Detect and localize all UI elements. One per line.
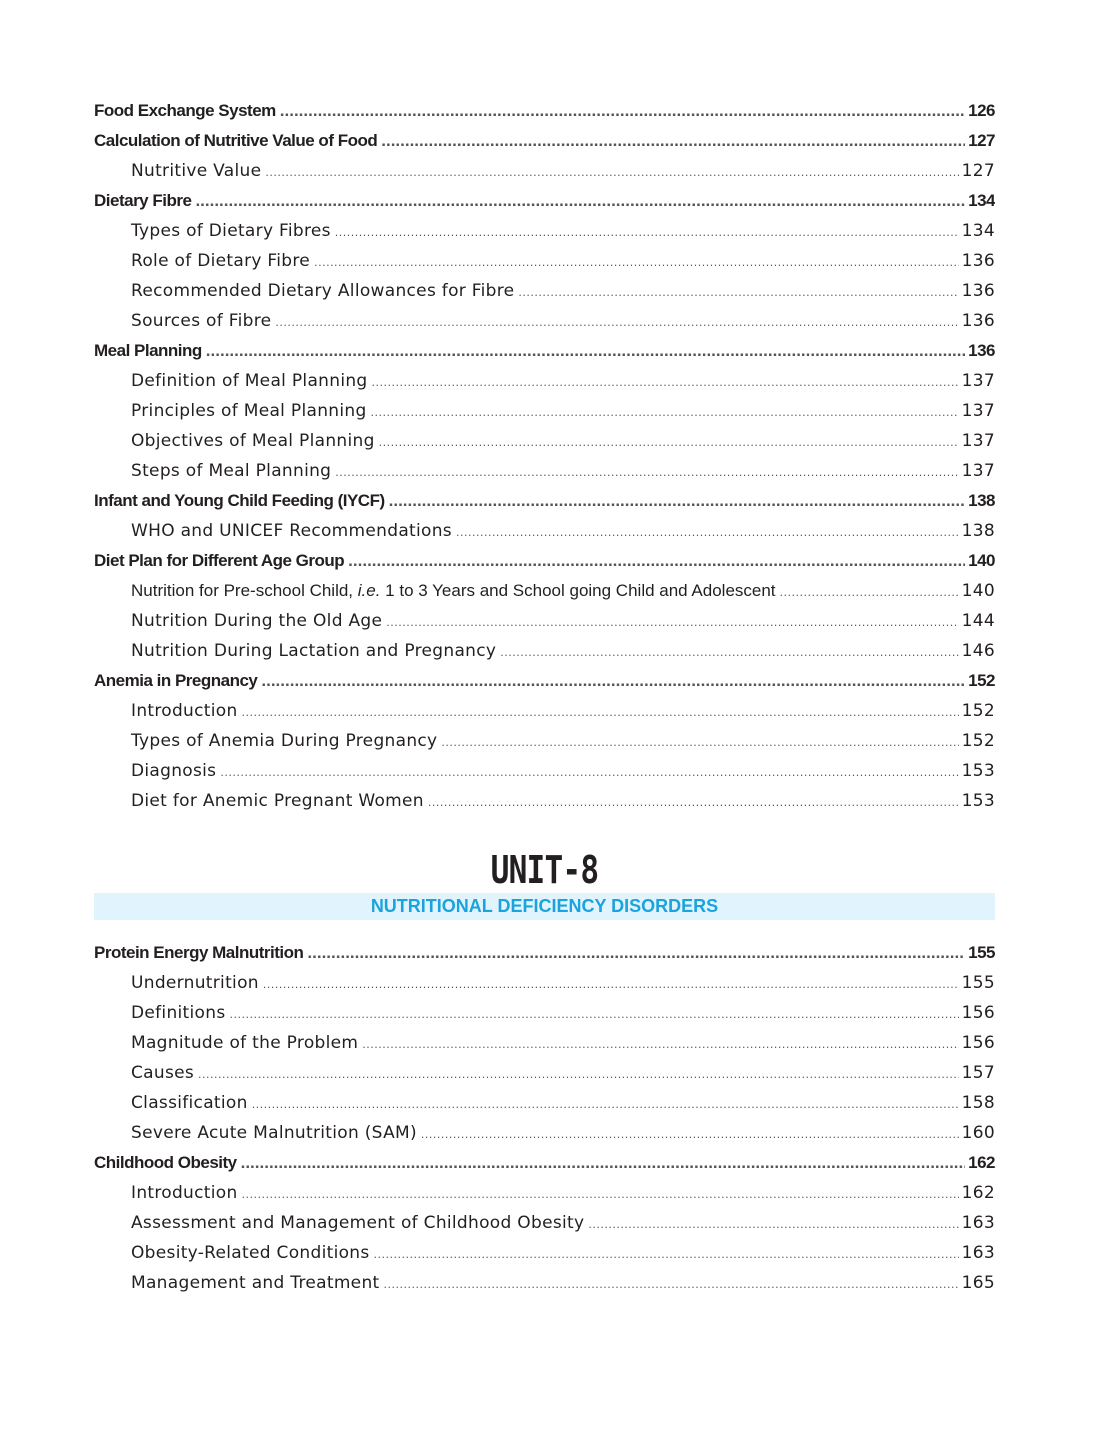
toc-entry-title: Childhood Obesity [94,1153,237,1172]
toc-entry-title: Steps of Meal Planning [131,461,332,481]
dot-leader [335,218,959,246]
toc-entry-title: Principles of Meal Planning [131,401,367,421]
toc-section-entry[interactable] [94,636,995,666]
dot-leader [379,428,959,456]
toc-chapter-entry[interactable] [94,666,995,696]
toc-section-entry[interactable] [94,726,995,756]
toc-entry-page-number: 127 [968,131,995,150]
toc-entry-title: Undernutrition [131,973,259,993]
toc-entry-title: Introduction [131,1183,238,1203]
dot-leader [421,1120,959,1148]
toc-entry-page-number: 153 [961,791,995,811]
toc-list-unit-8 [94,938,995,1298]
toc-entry-page-number: 138 [961,521,995,541]
toc-entry-page-number: 152 [961,731,995,751]
toc-entry-page-number: 162 [961,1183,995,1203]
dot-leader [229,1000,958,1028]
toc-entry-title: Types of Dietary Fibres [131,221,331,241]
dot-leader [383,1270,958,1298]
toc-entry-title: WHO and UNICEF Recommendations [131,521,452,541]
toc-entry-page-number: 137 [961,401,995,421]
toc-entry-title: Obesity-Related Conditions [131,1243,370,1263]
toc-entry-title: Types of Anemia During Pregnancy [131,731,438,751]
dot-leader [518,278,958,306]
toc-chapter-entry[interactable] [94,486,995,516]
toc-entry-title: Nutritive Value [131,161,262,181]
dot-leader [456,518,959,546]
toc-entry-page-number: 156 [961,1033,995,1053]
unit-subheading: NUTRITIONAL DEFICIENCY DISORDERS [370,896,719,916]
toc-entry-title: Recommended Dietary Allowances for Fibre [131,281,515,301]
toc-entry-page-number: 136 [961,281,995,301]
dot-leader [242,698,959,726]
dot-leader [441,728,958,756]
dot-leader [198,1060,959,1088]
toc-entry-title: Assessment and Management of Childhood Obesity [131,1213,585,1233]
toc-entry-title: Dietary Fibre [94,191,192,210]
toc-entry-page-number: 136 [961,311,995,331]
toc-entry-page-number: 134 [961,221,995,241]
toc-section-entry[interactable] [94,1238,995,1268]
toc-entry-page-number: 155 [961,973,995,993]
toc-section-entry[interactable] [94,606,995,636]
toc-entry-page-number: 134 [968,191,995,210]
unit-heading: UNIT-8 [490,848,599,892]
toc-entry-title: Infant and Young Child Feeding (IYCF) [94,491,385,510]
toc-section-entry[interactable] [94,396,995,426]
toc-entry-title: Sources of Fibre [131,311,272,331]
toc-entry-page-number: 126 [968,101,995,120]
toc-section-entry[interactable] [94,1028,995,1058]
toc-entry-page-number: 140 [968,551,995,570]
toc-chapter-entry[interactable] [94,126,995,156]
toc-entry-page-number: 152 [961,701,995,721]
toc-section-entry[interactable] [94,216,995,246]
toc-chapter-entry[interactable] [94,1148,995,1178]
toc-entry-page-number: 153 [961,761,995,781]
unit-subheading-band [94,893,995,920]
toc-entry-title: Nutrition for Pre-school Child, i.e. 1 to 3 Years and School going Child and Adolescent [131,581,776,600]
toc-entry-page-number: 137 [961,431,995,451]
toc-section-entry[interactable] [94,576,995,606]
toc-entry-title: Management and Treatment [131,1273,380,1293]
dot-leader [428,788,959,816]
toc-entry-title: Meal Planning [94,341,202,360]
toc-entry-page-number: 136 [968,341,995,360]
toc-section-entry[interactable] [94,786,995,816]
dot-leader [220,758,958,786]
toc-section-entry[interactable] [94,156,995,186]
toc-entry-title: Calculation of Nutritive Value of Food [94,131,378,150]
toc-entry-page-number: 163 [961,1243,995,1263]
toc-chapter-entry[interactable] [94,938,995,968]
toc-section-entry[interactable] [94,1118,995,1148]
toc-entry-page-number: 165 [961,1273,995,1293]
dot-leader [780,578,959,606]
toc-chapter-entry[interactable] [94,546,995,576]
toc-entry-page-number: 137 [961,371,995,391]
toc-section-entry[interactable] [94,1178,995,1208]
toc-section-entry[interactable] [94,306,995,336]
dot-leader [372,368,959,396]
dot-leader [241,1148,966,1178]
toc-entry-page-number: 162 [968,1153,995,1172]
dot-leader [381,126,965,156]
toc-entry-title: Definition of Meal Planning [131,371,368,391]
toc-section-entry[interactable] [94,246,995,276]
toc-entry-page-number: 158 [961,1093,995,1113]
toc-section-entry[interactable] [94,968,995,998]
toc-entry-title: Diet Plan for Different Age Group [94,551,345,570]
toc-entry-title: Introduction [131,701,238,721]
toc-entry-title: Role of Dietary Fibre [131,251,311,271]
toc-entry-page-number: 136 [961,251,995,271]
dot-leader [206,336,965,366]
toc-entry-title: Causes [131,1063,195,1083]
dot-leader [588,1210,958,1238]
toc-section-entry[interactable] [94,426,995,456]
toc-entry-page-number: 163 [961,1213,995,1233]
toc-section-entry[interactable] [94,1208,995,1238]
dot-leader [265,158,958,186]
toc-entry-title: Nutrition During Lactation and Pregnancy [131,641,497,661]
toc-entry-title: Protein Energy Malnutrition [94,943,304,962]
toc-entry-page-number: 156 [961,1003,995,1023]
toc-entry-page-number: 157 [961,1063,995,1083]
toc-section-entry[interactable] [94,998,995,1028]
dot-leader [362,1030,958,1058]
toc-section-entry[interactable] [94,1088,995,1118]
dot-leader [275,308,958,336]
toc-entry-title: Diagnosis [131,761,217,781]
dot-leader [386,608,958,636]
dot-leader [348,546,965,576]
toc-section-entry[interactable] [94,366,995,396]
toc-section-entry[interactable] [94,276,995,306]
toc-section-entry[interactable] [94,1058,995,1088]
dot-leader [242,1180,959,1208]
dot-leader [252,1090,959,1118]
toc-section-entry[interactable] [94,756,995,786]
toc-entry-page-number: 127 [961,161,995,181]
toc-entry-page-number: 155 [968,943,995,962]
dot-leader [280,96,965,126]
dot-leader [389,486,966,516]
toc-entry-title: Diet for Anemic Pregnant Women [131,791,424,811]
toc-entry-title: Anemia in Pregnancy [94,671,258,690]
toc-entry-title: Magnitude of the Problem [131,1033,359,1053]
toc-chapter-entry[interactable] [94,186,995,216]
toc-list-unit-7 [94,96,995,816]
dot-leader [500,638,958,666]
toc-chapter-entry[interactable] [94,96,995,126]
dot-leader [307,938,965,968]
toc-entry-title: Nutrition During the Old Age [131,611,383,631]
toc-chapter-entry[interactable] [94,336,995,366]
dot-leader [263,970,959,998]
dot-leader [195,186,965,216]
toc-entry-page-number: 152 [968,671,995,690]
toc-entry-page-number: 160 [961,1123,995,1143]
toc-entry-page-number: 138 [968,491,995,510]
dot-leader [314,248,959,276]
toc-section-entry[interactable] [94,456,995,486]
toc-entry-page-number: 137 [961,461,995,481]
toc-entry-page-number: 146 [961,641,995,661]
dot-leader [374,1240,959,1268]
toc-section-entry[interactable] [94,696,995,726]
toc-entry-page-number: 144 [961,611,995,631]
toc-entry-title: Objectives of Meal Planning [131,431,375,451]
toc-entry-page-number: 140 [961,581,995,601]
toc-entry-title: Severe Acute Malnutrition (SAM) [131,1123,417,1143]
toc-section-entry[interactable] [94,1268,995,1298]
toc-section-entry[interactable] [94,516,995,546]
toc-entry-title: Food Exchange System [94,101,276,120]
toc-entry-title: Classification [131,1093,248,1113]
toc-entry-title: Definitions [131,1003,226,1023]
dot-leader [371,398,959,426]
dot-leader [335,458,958,486]
dot-leader [261,666,965,696]
